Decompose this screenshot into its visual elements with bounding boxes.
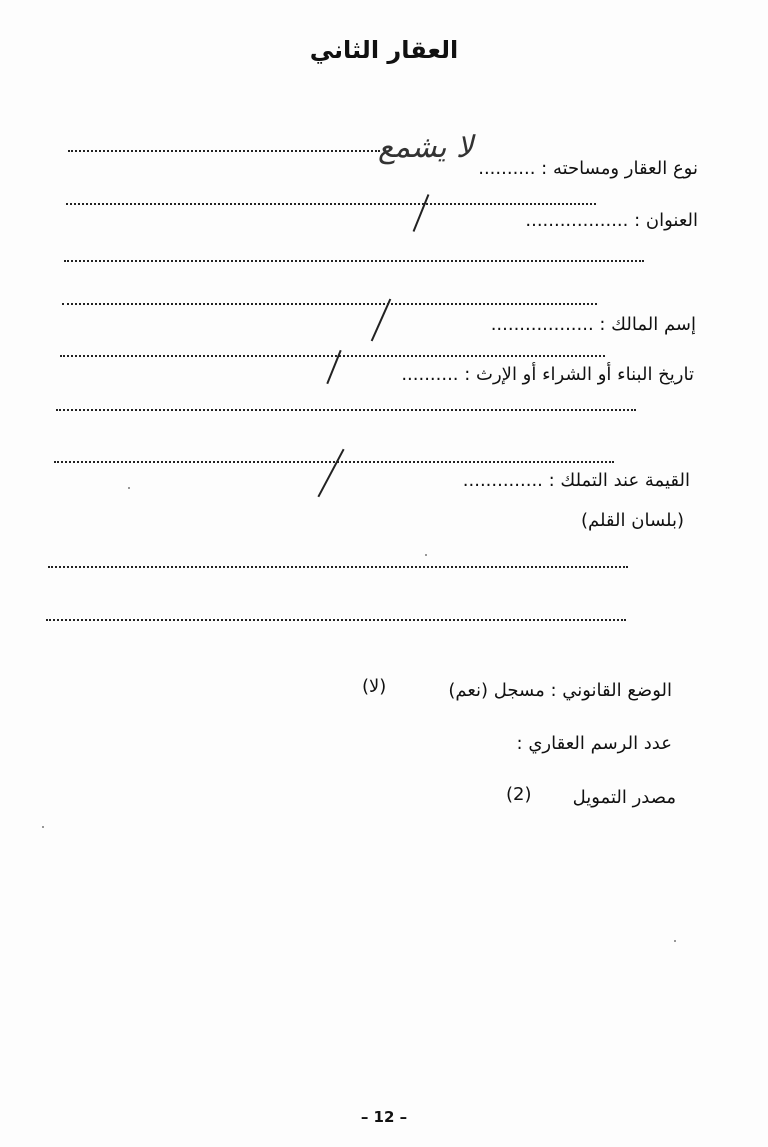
page-number: – 12 – [360,1108,408,1126]
cross-out-slash [371,299,392,342]
field-address-label: العنوان : .................. [525,210,698,231]
paper-speck [128,487,130,489]
field-legal-status-no: (لا) [362,676,387,697]
dotted-line [62,303,597,305]
field-value-label: القيمة عند التملك : .............. [462,470,690,491]
field-land-title-label: عدد الرسم العقاري : [516,733,672,754]
dotted-line [64,260,644,262]
dotted-line [68,150,380,152]
dotted-line [46,619,626,621]
field-type-area-label: نوع العقار ومساحته : .......... [478,158,698,179]
paper-speck [425,554,427,556]
page-title: العقار الثاني [309,36,459,64]
paper-speck [42,826,44,828]
field-owner-label: إسم المالك : .................. [490,314,696,335]
dotted-line [56,409,636,411]
field-date-label: تاريخ البناء أو الشراء أو الإرث : .......... [401,364,694,385]
cross-out-slash [317,449,344,498]
handwritten-answer: لا يشمع [378,130,474,165]
dotted-line [48,566,628,568]
dotted-line [60,355,605,357]
field-value-words-label: (بلسان القلم) [580,510,684,531]
field-funding-value: (2) [506,784,532,805]
dotted-line [66,203,596,205]
paper-speck [674,940,676,942]
cross-out-slash [413,194,430,232]
field-legal-status-label: الوضع القانوني : مسجل (نعم) [448,680,672,701]
field-funding-label: مصدر التمويل [572,787,676,808]
